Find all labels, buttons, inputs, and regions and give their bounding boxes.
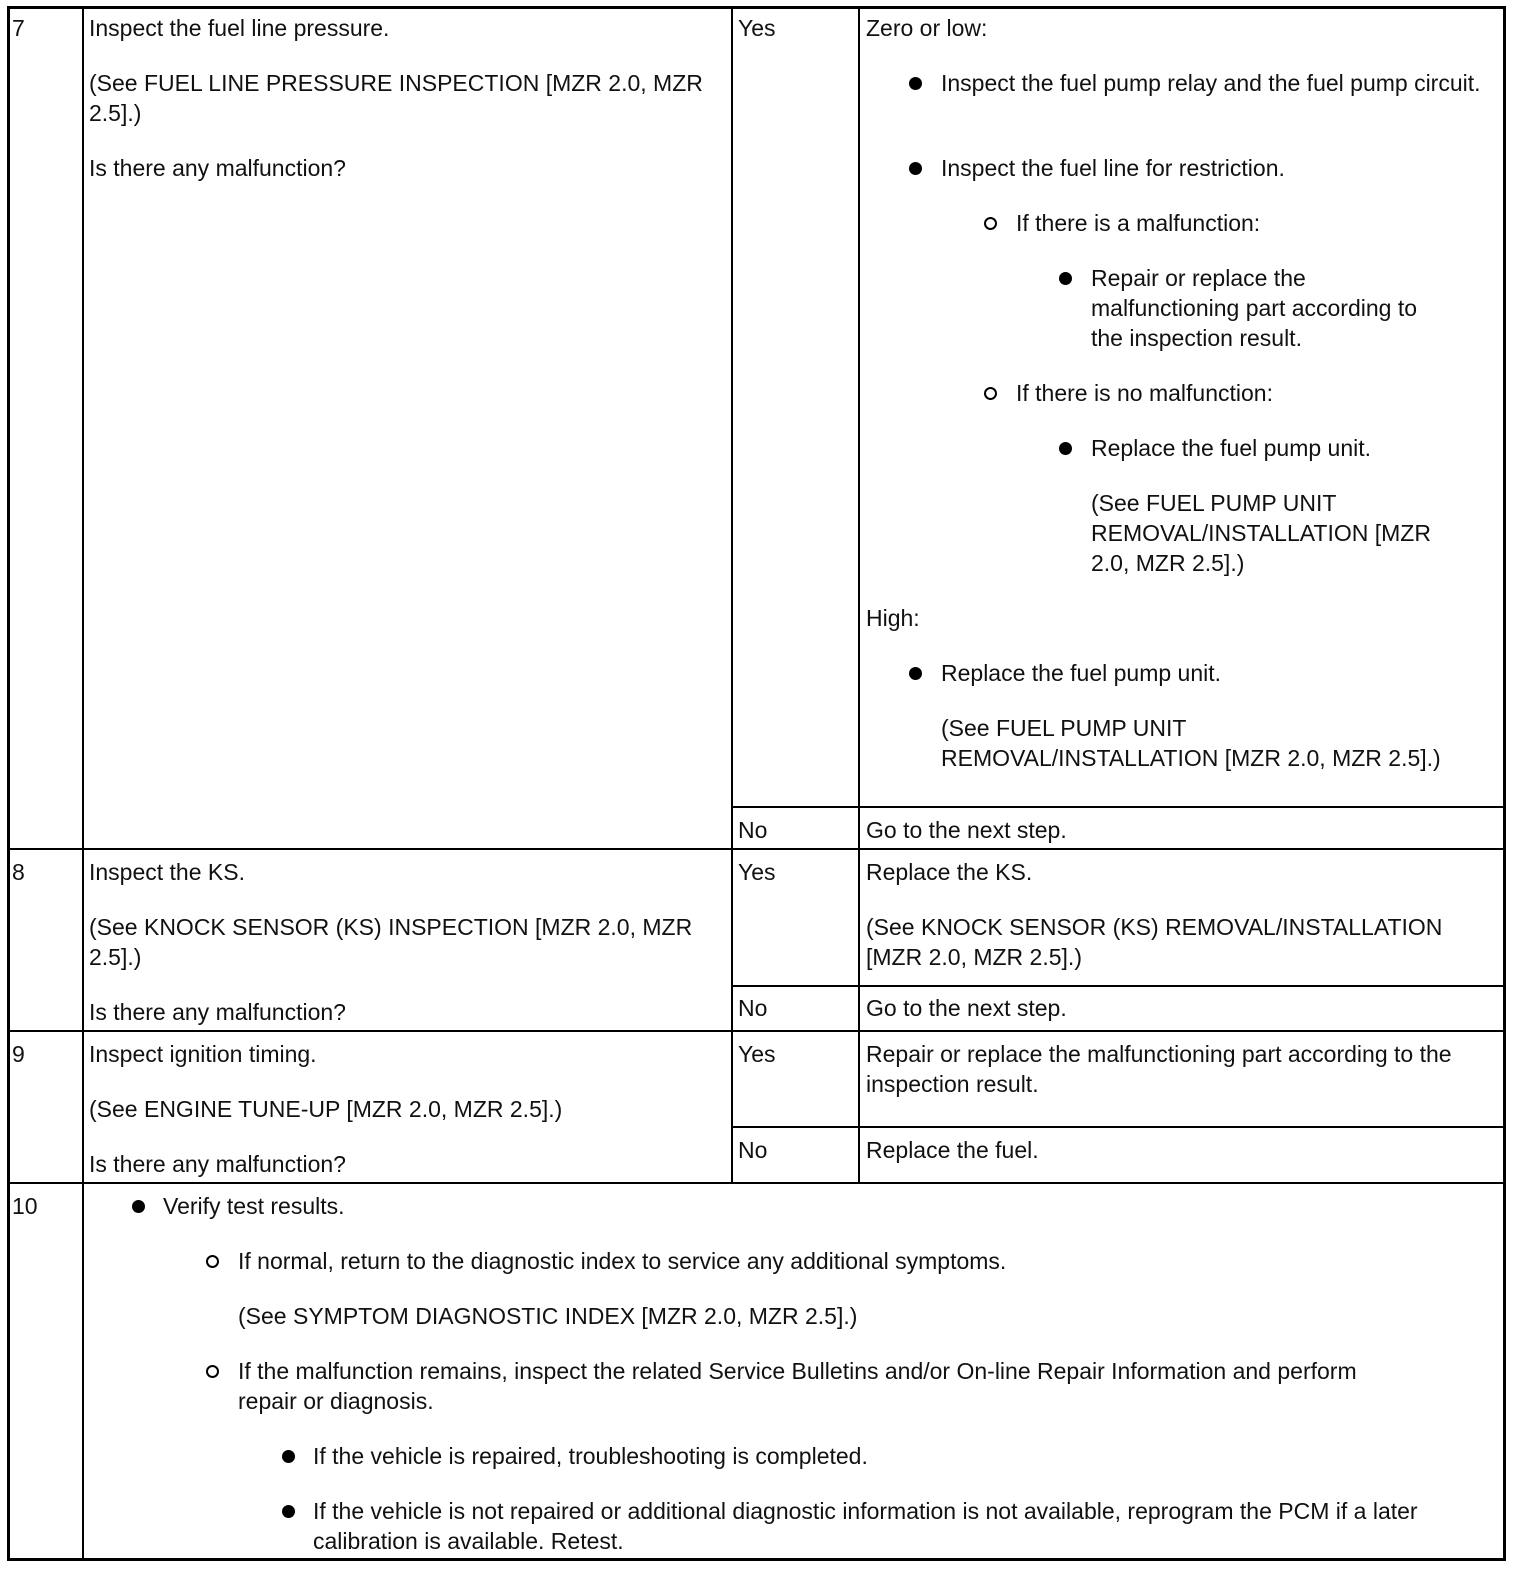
result-bullet: Replace the fuel pump unit. bbox=[941, 660, 1222, 686]
result-text: Go to the next step. bbox=[866, 995, 1067, 1021]
answer-yes-label: Yes bbox=[738, 15, 776, 41]
table-border-bottom bbox=[7, 1558, 1506, 1561]
action-reference-link[interactable]: (See KNOCK SENSOR (KS) INSPECTION [MZR 2.0, MZR 2.5].) bbox=[89, 914, 693, 970]
table-border-right bbox=[1503, 6, 1506, 1561]
step-number: 8 bbox=[12, 859, 25, 885]
bullet-circle-icon bbox=[984, 217, 997, 230]
result-sub-condition: If there is a malfunction: bbox=[1016, 210, 1261, 236]
result-reference-link[interactable]: (See FUEL PUMP UNIT REMOVAL/INSTALLATION [MZR 2.0, MZR 2.5].) bbox=[1091, 490, 1431, 576]
bullet-dot-icon bbox=[132, 1200, 145, 1213]
bullet-dot-icon bbox=[1059, 272, 1072, 285]
action-instruction: Inspect the KS. bbox=[89, 859, 245, 885]
verify-sub-item: If the vehicle is not repaired or additional diagnostic information is not available, reprogram the PCM if a later calibration is available. Retest. bbox=[313, 1498, 1418, 1554]
bullet-dot-icon bbox=[909, 162, 922, 175]
column-divider-answer bbox=[858, 6, 860, 1184]
answer-yes-label: Yes bbox=[738, 859, 776, 885]
result-sub-bullet: Replace the fuel pump unit. bbox=[1091, 435, 1372, 461]
result-sub-condition: If there is no malfunction: bbox=[1016, 380, 1273, 406]
table-border-left bbox=[7, 6, 10, 1561]
step-number: 9 bbox=[12, 1041, 25, 1067]
verify-item: Verify test results. bbox=[163, 1193, 345, 1219]
answer-no-label: No bbox=[738, 995, 768, 1021]
bullet-dot-icon bbox=[909, 667, 922, 680]
row-divider bbox=[731, 985, 1505, 987]
action-question: Is there any malfunction? bbox=[89, 999, 346, 1025]
row-divider bbox=[731, 1126, 1505, 1128]
answer-yes-label: Yes bbox=[738, 1041, 776, 1067]
bullet-dot-icon bbox=[282, 1505, 295, 1518]
step-number: 7 bbox=[12, 15, 25, 41]
result-text: Go to the next step. bbox=[866, 817, 1067, 843]
result-heading: High: bbox=[866, 605, 920, 631]
column-divider-action bbox=[731, 6, 733, 1184]
bullet-circle-icon bbox=[206, 1365, 219, 1378]
bullet-circle-icon bbox=[206, 1255, 219, 1268]
action-instruction: Inspect the fuel line pressure. bbox=[89, 15, 390, 41]
column-divider-step bbox=[82, 6, 84, 1561]
verify-condition: If normal, return to the diagnostic index to service any additional symptoms. bbox=[238, 1248, 1007, 1274]
action-question: Is there any malfunction? bbox=[89, 155, 346, 181]
result-bullet: Inspect the fuel line for restriction. bbox=[941, 155, 1285, 181]
verify-condition: If the malfunction remains, inspect the related Service Bulletins and/or On-line Repair Information and perform repair or diagnosis. bbox=[238, 1358, 1357, 1414]
verify-reference-link[interactable]: (See SYMPTOM DIAGNOSTIC INDEX [MZR 2.0, MZR 2.5].) bbox=[238, 1303, 858, 1329]
action-reference-link[interactable]: (See FUEL LINE PRESSURE INSPECTION [MZR 2.0, MZR 2.5].) bbox=[89, 70, 703, 126]
action-question: Is there any malfunction? bbox=[89, 1151, 346, 1177]
result-text: Repair or replace the malfunctioning part according to the inspection result. bbox=[866, 1041, 1452, 1097]
result-bullet: Inspect the fuel pump relay and the fuel pump circuit. bbox=[941, 70, 1481, 96]
result-text: Replace the fuel. bbox=[866, 1137, 1039, 1163]
row-divider bbox=[731, 806, 1505, 808]
bullet-dot-icon bbox=[282, 1450, 295, 1463]
row-divider bbox=[7, 1182, 1506, 1184]
table-border-top bbox=[7, 6, 1506, 9]
result-text: Replace the KS. bbox=[866, 859, 1033, 885]
result-reference-link[interactable]: (See FUEL PUMP UNIT REMOVAL/INSTALLATION [MZR 2.0, MZR 2.5].) bbox=[941, 715, 1441, 771]
action-reference-link[interactable]: (See ENGINE TUNE-UP [MZR 2.0, MZR 2.5].) bbox=[89, 1096, 563, 1122]
step-number: 10 bbox=[12, 1193, 38, 1219]
result-heading: Zero or low: bbox=[866, 15, 988, 41]
bullet-circle-icon bbox=[984, 387, 997, 400]
answer-no-label: No bbox=[738, 817, 768, 843]
answer-no-label: No bbox=[738, 1137, 768, 1163]
row-divider bbox=[7, 848, 1506, 850]
verify-sub-item: If the vehicle is repaired, troubleshooting is completed. bbox=[313, 1443, 868, 1469]
result-reference-link[interactable]: (See KNOCK SENSOR (KS) REMOVAL/INSTALLATION [MZR 2.0, MZR 2.5].) bbox=[866, 914, 1443, 970]
bullet-dot-icon bbox=[1059, 442, 1072, 455]
bullet-dot-icon bbox=[909, 77, 922, 90]
row-divider bbox=[7, 1030, 1506, 1032]
action-instruction: Inspect ignition timing. bbox=[89, 1041, 317, 1067]
result-sub-bullet: Repair or replace the malfunctioning part according to the inspection result. bbox=[1091, 265, 1418, 351]
